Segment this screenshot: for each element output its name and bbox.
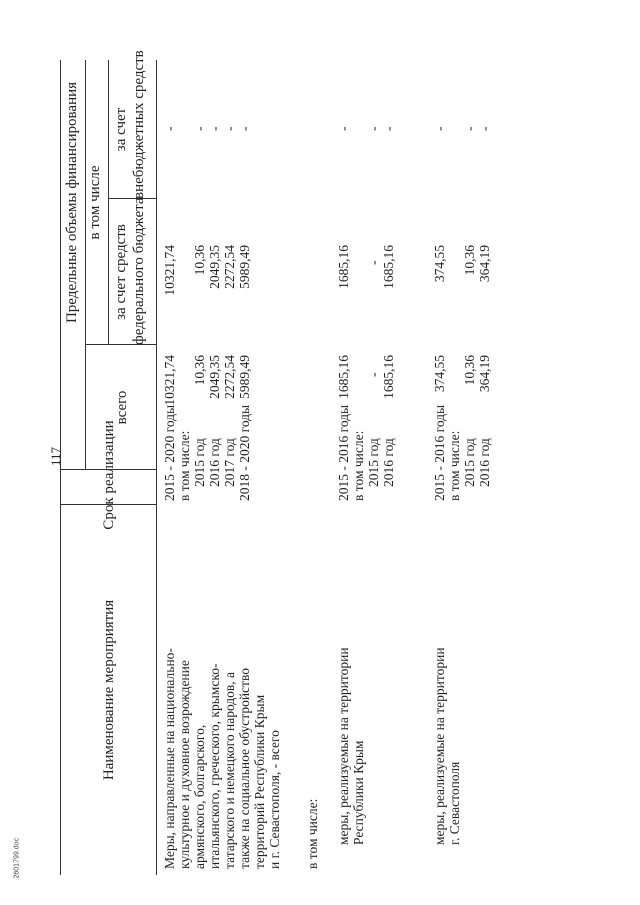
block1-name-line: армянского, болгарского, [192, 724, 207, 869]
block1-total: 2272,54 [222, 355, 237, 399]
block3-period: 2015 год [462, 438, 477, 487]
block3-name-line: меры, реализуемые на территории [432, 647, 447, 845]
block1-federal: 2272,54 [222, 245, 237, 289]
block3-extra: - [462, 126, 477, 131]
block1-period: 2016 год [207, 438, 222, 487]
header-funding: Предельные объемы финансирования [64, 81, 80, 324]
header-federal-1: за счет средств [113, 224, 129, 320]
block3-total: 374,55 [432, 355, 447, 393]
funding-title-border [85, 60, 86, 470]
block1-name-line: и г. Севастополя, - всего [267, 730, 282, 869]
block3-federal: 374,55 [432, 245, 447, 283]
block3-name-line: г. Севастополя [447, 761, 462, 845]
document-code: 2601799.doc [13, 838, 21, 879]
rotated-table-page [60, 50, 640, 905]
block1-total: 10,36 [192, 355, 207, 386]
block2-total: - [366, 372, 381, 377]
block3-period: 2015 - 2016 годы [432, 404, 447, 501]
block3-total: 364,19 [477, 355, 492, 393]
block2-period: 2016 год [381, 438, 396, 487]
block2-period: 2015 год [366, 438, 381, 487]
header-extra-2: внебюджетных средств [131, 50, 147, 199]
including-border [108, 60, 109, 345]
header-name: Наименование мероприятия [101, 599, 117, 781]
block3-extra: - [477, 126, 492, 131]
block1-federal: 10321,74 [162, 245, 177, 296]
block1-total: 10321,74 [162, 355, 177, 406]
block3-total: 10,36 [462, 355, 477, 386]
block2-federal: 1685,16 [336, 245, 351, 289]
block1-period: 2015 - 2020 годы [162, 404, 177, 501]
block2-extra: - [366, 126, 381, 131]
block3-federal: 10,36 [462, 245, 477, 276]
table-top-border [60, 60, 61, 875]
block1-period: 2017 год [222, 438, 237, 487]
page-number: 117 [48, 446, 63, 466]
block1-period: в том числе: [177, 430, 192, 501]
block3-federal: 364,19 [477, 245, 492, 283]
block2-total: 1685,16 [381, 355, 396, 399]
block1-name-line: также на социальное обустройство [237, 668, 252, 869]
block1-name-line: Меры, направленные на национально- [162, 648, 177, 869]
block2-period: 2015 - 2016 годы [336, 404, 351, 501]
block1-name-line: итальянского, греческого, крымско- [207, 663, 222, 869]
header-period: Срок реализации [101, 420, 117, 530]
header-federal-2: федерального бюджета [131, 197, 147, 345]
block2-name-line: меры, реализуемые на территории [336, 647, 351, 845]
block1-name-line: территорий Республики Крым [252, 694, 267, 869]
including-label: в том числе: [305, 798, 320, 869]
block1-name-line: татарского и немецкого народов, а [222, 671, 237, 869]
block2-name-line: Республики Крым [351, 740, 366, 845]
block1-period: 2015 год [192, 438, 207, 487]
block1-name-line: культурное и духовное возрождение [177, 660, 192, 869]
header-including: в том числе [87, 165, 103, 240]
block1-extra: - [207, 126, 222, 131]
header-total: всего [114, 390, 130, 425]
block1-total: 2049,35 [207, 355, 222, 399]
block1-federal: 10,36 [192, 245, 207, 276]
block1-extra: - [222, 126, 237, 131]
block3-period: 2016 год [477, 438, 492, 487]
block1-period: 2018 - 2020 годы [237, 404, 252, 501]
block1-federal: 2049,35 [207, 245, 222, 289]
block1-extra: - [162, 126, 177, 131]
block1-extra: - [192, 126, 207, 131]
block1-extra: - [237, 126, 252, 131]
block2-period: в том числе: [351, 430, 366, 501]
block2-extra: - [381, 126, 396, 131]
block2-extra: - [336, 126, 351, 131]
block3-extra: - [432, 126, 447, 131]
header-bottom-border [156, 60, 157, 875]
block3-period: в том числе: [447, 430, 462, 501]
block2-total: 1685,16 [336, 355, 351, 399]
block1-total: 5989,49 [237, 355, 252, 399]
header-extra-1: за счет [113, 107, 129, 152]
block1-federal: 5989,49 [237, 245, 252, 289]
block2-federal: - [366, 260, 381, 265]
block2-federal: 1685,16 [381, 245, 396, 289]
